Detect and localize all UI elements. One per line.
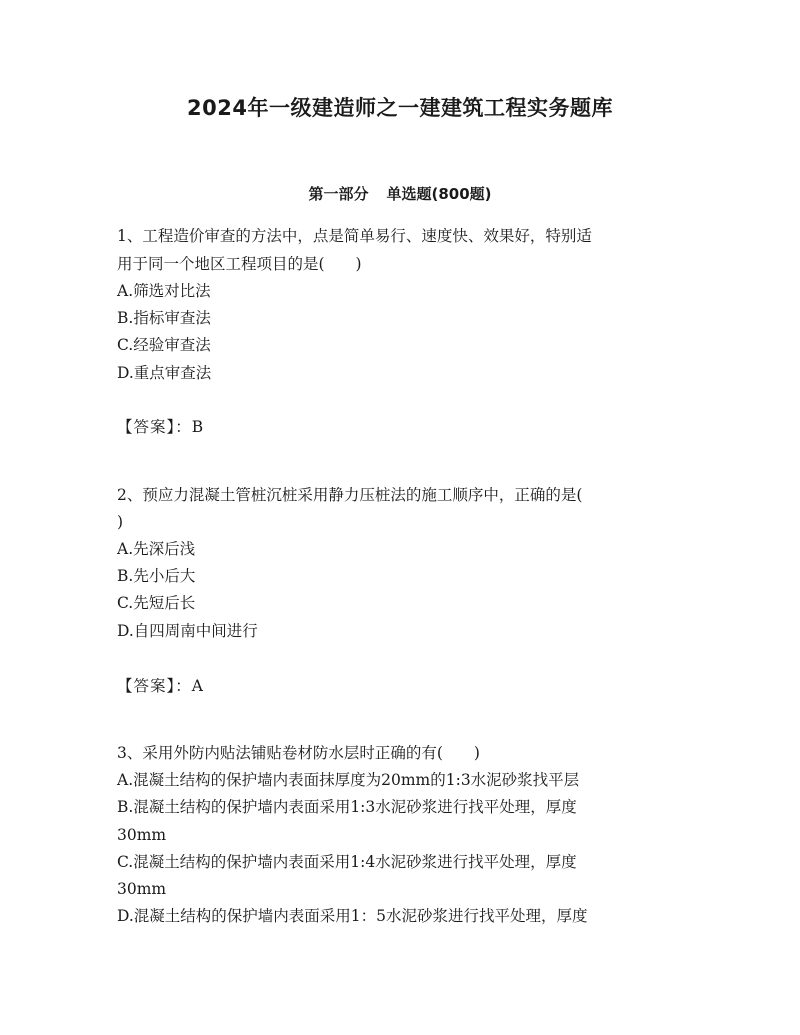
question-3-stem-line-1: 3、采用外防内贴法铺贴卷材防水层时正确的有( ) — [117, 744, 480, 762]
question-3-option-c-continued: 30mm — [117, 880, 167, 898]
question-3-option-b-continued: 30mm — [117, 826, 167, 844]
question-1-stem-line-2: 用于同一个地区工程项目的是( ) — [117, 255, 362, 273]
question-1-option-b: B.指标审查法 — [117, 309, 211, 327]
question-2-stem-line-1: 2、预应力混凝土管桩沉桩采用静力压桩法的施工顺序中，正确的是( — [117, 486, 583, 504]
question-2-answer — [117, 676, 203, 696]
section-part: 第一部分 — [308, 185, 369, 203]
question-1-answer — [117, 417, 203, 437]
section-heading — [0, 183, 800, 204]
question-3-option-d: D.混凝土结构的保护墙内表面采用1：5水泥砂浆进行找平处理，厚度 — [117, 907, 588, 925]
question-1-stem-line-1: 1、工程造价审查的方法中，点是简单易行、速度快、效果好，特别适 — [117, 227, 592, 245]
question-2-option-c: C.先短后长 — [117, 594, 196, 612]
document-title: 2024年一级建造师之一建建筑工程实务题库 — [187, 96, 613, 120]
question-3-option-c: C.混凝土结构的保护墙内表面采用1:4水泥砂浆进行找平处理，厚度 — [117, 853, 577, 871]
question-2-option-a: A.先深后浅 — [117, 540, 196, 558]
answer-value: B — [191, 418, 204, 436]
answer-label: 【答案】： — [117, 677, 192, 695]
section-name: 单选题(800题) — [386, 185, 492, 203]
answer-value: A — [191, 677, 203, 695]
answer-label: 【答案】： — [117, 418, 192, 436]
question-2-option-d: D.自四周南中间进行 — [117, 622, 258, 640]
question-1-option-a: A.筛选对比法 — [117, 282, 211, 300]
question-2-option-b: B.先小后大 — [117, 567, 196, 585]
question-2-stem-line-2: ) — [117, 513, 124, 531]
question-1-option-c: C.经验审查法 — [117, 336, 211, 354]
question-1-option-d: D.重点审查法 — [117, 364, 212, 382]
question-3-option-b: B.混凝土结构的保护墙内表面采用1:3水泥砂浆进行找平处理，厚度 — [117, 798, 577, 816]
question-3-option-a: A.混凝土结构的保护墙内表面抹厚度为20mm的1:3水泥砂浆找平层 — [117, 771, 580, 789]
